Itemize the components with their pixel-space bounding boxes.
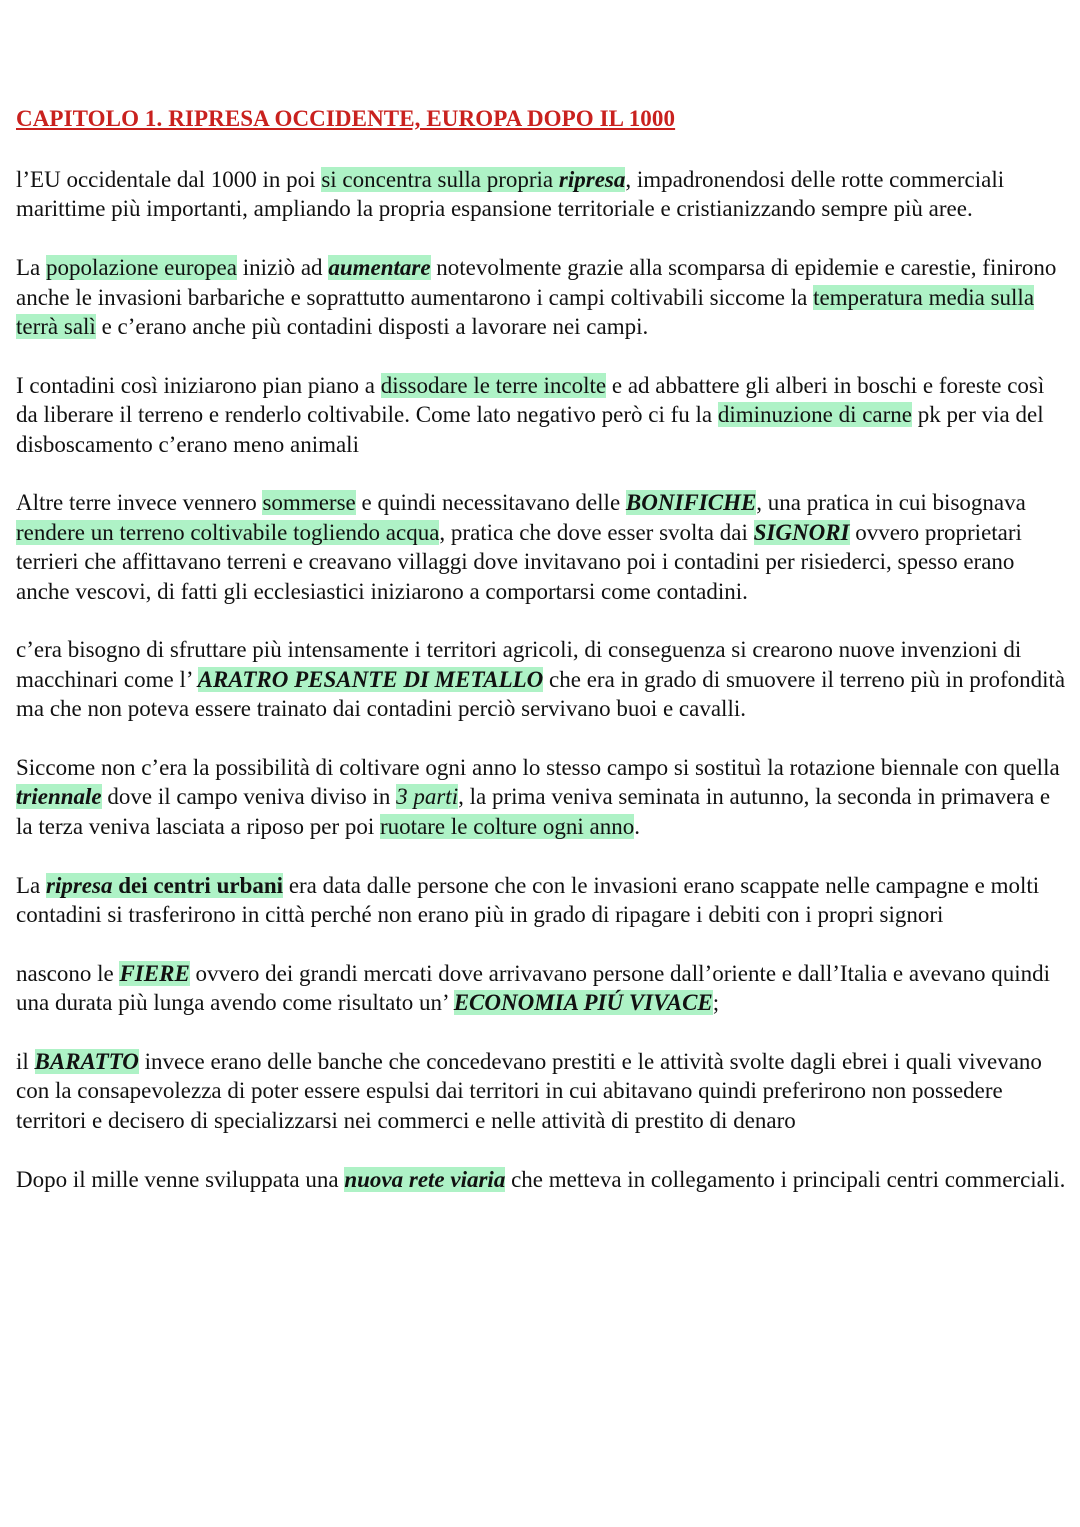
paragraph — [16, 1165, 1066, 1194]
text-run: notevolmente grazie alla scomparsa di epidemie e carestie, finirono anche le invasioni barbariche e soprattutto aumentarono i campi coltivabili siccome la — [16, 255, 1057, 310]
text-run: era data dalle persone che con le invasioni erano scappate nelle campagne e molti contadini si trasferirono in città perché non erano più in grado di ripagare i debiti con i propri signori — [16, 872, 1040, 928]
text-run: , una pratica in cui bisognava — [756, 490, 1026, 516]
text-run: ovvero dei grandi mercati dove arrivavano persone dall’oriente e dall’Italia e avevano quindi una durata più lunga avendo come risultato un’ — [16, 960, 1051, 1016]
text-run: , la prima veniva seminata in autunno, la seconda in primavera e la terza veniva lasciata a riposo per poi — [16, 784, 1051, 839]
paragraph — [16, 488, 1066, 606]
paragraph — [16, 371, 1066, 459]
text-run: ; — [712, 990, 720, 1016]
text-run: che metteva in collegamento i principali centri commerciali. — [505, 1166, 1066, 1192]
highlighted-text: sommerse — [262, 490, 356, 516]
document-page — [16, 100, 1066, 1223]
highlighted-text: 3 parti — [396, 784, 459, 810]
highlighted-text: dei centri urbani — [112, 872, 284, 898]
text-run: c’era bisogno di sfruttare più intensamente i territori agricoli, di conseguenza si crearono nuove invenzioni di macchinari come l’ — [16, 637, 1022, 692]
text-run: iniziò ad — [236, 255, 329, 281]
text-run: che era in grado di smuovere il terreno più in profondità ma che non poteva essere trainato dai contadini perciò servivano buoi e cavalli. — [16, 666, 1066, 722]
paragraph — [16, 959, 1066, 1018]
paragraph — [16, 753, 1066, 841]
text-run: dove il campo veniva diviso in — [101, 784, 397, 810]
text-run: La — [16, 255, 47, 281]
chapter-title: CAPITOLO 1. RIPRESA OCCIDENTE, EUROPA DOPO IL 1000 — [16, 106, 676, 131]
paragraph — [16, 635, 1066, 723]
paragraph — [16, 253, 1066, 341]
document-body — [16, 165, 1066, 1194]
paragraph — [16, 1047, 1066, 1135]
highlighted-text: BARATTO — [34, 1049, 139, 1075]
text-run: , pratica che dove esser svolta dai — [439, 519, 754, 545]
highlighted-text: ARATRO PESANTE DI METALLO — [197, 666, 544, 692]
highlighted-text: popolazione europea — [46, 255, 237, 281]
text-run: ovvero proprietari terrieri che affittavano terreni e creavano villaggi dove invitavano poi i contadini per risiederci, spesso erano anche vescovi, di fatti gli ecclesiastici iniziarono a comportarsi come contadini. — [16, 519, 1022, 604]
highlighted-text: FIERE — [119, 960, 190, 986]
text-run: il — [16, 1049, 35, 1075]
highlighted-text: diminuzione di carne — [717, 402, 913, 428]
highlighted-text: aumentare — [328, 255, 431, 281]
highlighted-text: BONIFICHE — [625, 490, 757, 516]
text-run: La — [16, 872, 47, 898]
text-run: Altre terre invece vennero — [16, 490, 263, 516]
highlighted-text: si concentra sulla propria — [321, 167, 559, 192]
text-run: pk per via del disboscamento c’erano meno animali — [16, 402, 1044, 457]
text-run: e quindi necessitavano delle — [355, 490, 626, 516]
text-run: I contadini così iniziarono pian piano a — [16, 372, 381, 398]
highlighted-text: dissodare le terre incolte — [380, 372, 607, 398]
highlighted-text: temperatura media sulla terrà salì — [16, 284, 1035, 340]
highlighted-text: triennale — [16, 784, 102, 810]
highlighted-text: SIGNORI — [753, 519, 850, 545]
text-run: Siccome non c’era la possibilità di coltivare ogni anno lo stesso campo si sostituì la rotazione biennale con quella — [16, 755, 1060, 781]
text-run: . — [634, 813, 640, 839]
text-run: , impadronendosi delle rotte commerciali marittime più importanti, ampliando la propria espansione territoriale e cristianizzando sempre più aree. — [16, 167, 1005, 222]
text-run: e ad abbattere gli alberi in boschi e foreste così da liberare il terreno e renderlo coltivabile. Come lato negativo però ci fu la — [16, 372, 1045, 428]
highlighted-text: ECONOMIA PIÚ VIVACE — [453, 990, 713, 1016]
text-run: l’EU occidentale dal 1000 in poi — [16, 167, 322, 192]
highlighted-text: ripresa — [46, 872, 113, 898]
text-run: e c’erano anche più contadini disposti a lavorare nei campi. — [95, 314, 649, 340]
text-run: nascono le — [16, 960, 120, 986]
paragraph — [16, 165, 1066, 224]
paragraph — [16, 871, 1066, 930]
highlighted-text: rendere un terreno coltivabile togliendo acqua — [16, 519, 440, 545]
text-run: invece erano delle banche che concedevano prestiti e le attività svolte dagli ebrei i quali vivevano con la consapevolezza di poter essere espulsi dai territori in cui abitavano quindi preferirono non possedere territori e decisero di specializzarsi nei commerci e nelle attività di prestito di denaro — [16, 1049, 1042, 1133]
highlighted-text: ruotare le colture ogni anno — [380, 813, 635, 839]
highlighted-text: ripresa — [558, 167, 626, 192]
text-run: Dopo il mille venne sviluppata una — [16, 1166, 345, 1192]
highlighted-text: nuova rete viaria — [344, 1166, 506, 1192]
